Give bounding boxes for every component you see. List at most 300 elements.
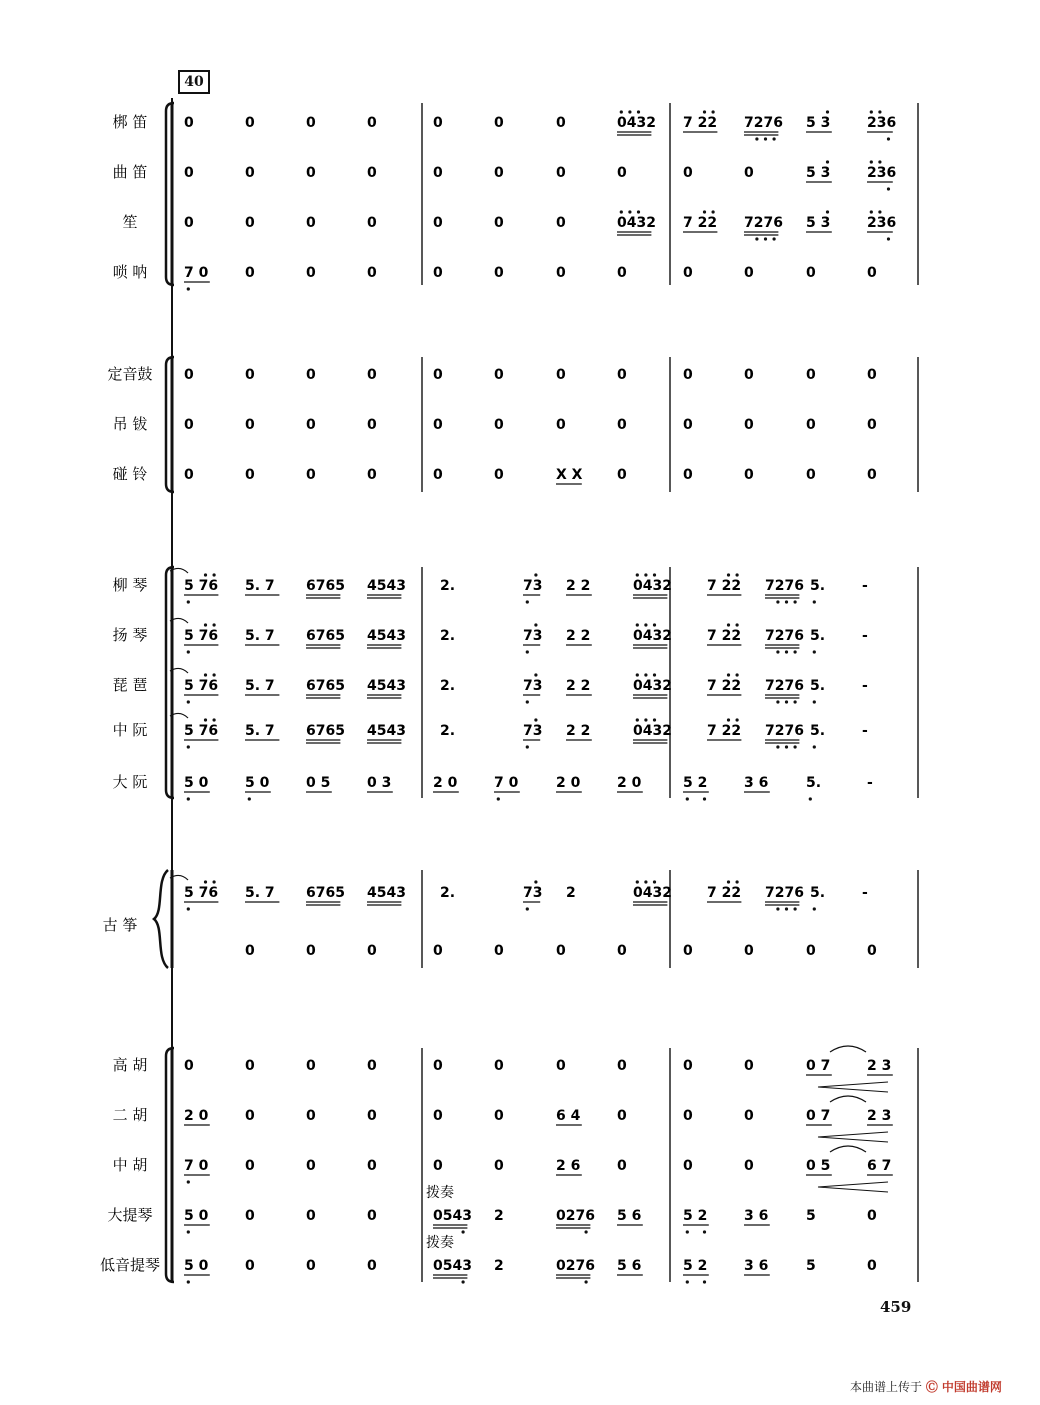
note-cell: 0 <box>367 265 377 281</box>
note-cell: 0 <box>367 417 377 433</box>
octave-dot <box>878 210 881 213</box>
octave-dot <box>636 573 639 576</box>
note-cell: 0 <box>867 943 877 959</box>
octave-dot <box>636 623 639 626</box>
note-cell: 6 7 <box>867 1158 892 1174</box>
note-cell: 0 <box>556 1058 566 1074</box>
note-cell: 0 <box>245 265 255 281</box>
octave-dot <box>712 210 715 213</box>
octave-dot <box>462 1280 465 1283</box>
octave-dot <box>644 718 647 721</box>
note-cell: 5 3 <box>806 165 831 181</box>
note-cell: 0 <box>683 467 693 483</box>
note-cell: 0 <box>245 215 255 231</box>
note-cell: 5. <box>810 628 826 644</box>
note-cell: - <box>867 775 873 791</box>
note-cell: 0 <box>556 367 566 383</box>
octave-dot <box>620 210 623 213</box>
octave-dot <box>736 880 739 883</box>
staff-label: 大 阮 <box>112 773 148 791</box>
note-cell: 73 <box>523 578 543 594</box>
note-cell: 7 22 <box>683 115 718 131</box>
note-cell: 7276 <box>765 885 804 901</box>
note-cell: 0 <box>617 417 627 433</box>
note-cell: 0 <box>744 367 754 383</box>
note-cell: 0 7 <box>806 1108 831 1124</box>
slur-arc <box>830 1146 866 1152</box>
octave-dot <box>785 745 788 748</box>
staff-label: 中 阮 <box>112 721 148 739</box>
octave-dot <box>653 880 656 883</box>
note-cell: 7276 <box>765 628 804 644</box>
note-cell: 0432 <box>633 678 672 694</box>
technique-annotation: 拨奏 <box>426 1185 454 1201</box>
note-cell: 5 2 <box>683 1258 708 1274</box>
footer-brand: 中国曲谱网 <box>941 1380 1002 1394</box>
note-cell: 5 <box>806 1258 816 1274</box>
note-cell: 0 <box>494 265 504 281</box>
note-cell: 0 <box>806 265 816 281</box>
note-cell: 0 <box>367 467 377 483</box>
note-cell: 7 22 <box>707 578 742 594</box>
octave-dot <box>686 1230 689 1233</box>
note-cell: 3 6 <box>744 775 769 791</box>
octave-dot <box>794 600 797 603</box>
note-cell: 5 2 <box>683 775 708 791</box>
note-cell: 0543 <box>433 1208 472 1224</box>
octave-dot <box>204 718 207 721</box>
note-cell: 0 <box>617 367 627 383</box>
note-cell: 0 <box>245 367 255 383</box>
note-cell: 0 5 <box>806 1158 831 1174</box>
staff-label: 扬 琴 <box>112 626 148 644</box>
note-cell: 73 <box>523 678 543 694</box>
note-cell: 0 <box>184 1058 194 1074</box>
octave-dot <box>727 880 730 883</box>
staff-label: 笙 <box>122 213 138 231</box>
note-cell: 6765 <box>306 885 345 901</box>
staff-label: 低音提琴 <box>99 1256 161 1274</box>
note-cell: 0 <box>494 215 504 231</box>
octave-dot <box>727 673 730 676</box>
octave-dot <box>187 1180 190 1183</box>
note-cell: 0 <box>245 467 255 483</box>
note-cell: 0 <box>867 1208 877 1224</box>
staff-label: 中 胡 <box>112 1156 148 1174</box>
note-cell: - <box>862 723 868 739</box>
note-cell: 0 <box>306 215 316 231</box>
slur-arc <box>830 1096 866 1102</box>
octave-dot <box>736 718 739 721</box>
note-cell: 0 <box>433 115 443 131</box>
octave-dot <box>187 745 190 748</box>
note-cell: X X <box>556 467 583 483</box>
note-cell: 0 <box>245 943 255 959</box>
note-cell: 0 <box>433 417 443 433</box>
note-cell: 5. <box>810 678 826 694</box>
note-cell: 7276 <box>765 678 804 694</box>
octave-dot <box>213 623 216 626</box>
note-cell: 0 <box>617 1058 627 1074</box>
note-cell: 0 <box>867 417 877 433</box>
note-cell: 0 3 <box>367 775 392 791</box>
note-cell: 0 <box>306 1058 316 1074</box>
note-cell: 5 3 <box>806 115 831 131</box>
octave-dot <box>187 287 190 290</box>
octave-dot <box>785 700 788 703</box>
staff-label: 高 胡 <box>112 1056 148 1074</box>
octave-dot <box>826 110 829 113</box>
note-cell: 5. <box>810 578 826 594</box>
note-cell: 0 <box>184 467 194 483</box>
note-cell: 5 3 <box>806 215 831 231</box>
note-cell: 0 <box>617 467 627 483</box>
staff-label: 二 胡 <box>112 1106 148 1124</box>
note-cell: 0 <box>245 1108 255 1124</box>
octave-dot <box>644 880 647 883</box>
note-cell: 0 <box>367 1108 377 1124</box>
note-cell: 7276 <box>765 723 804 739</box>
note-cell: 0 <box>433 467 443 483</box>
octave-dot <box>776 600 779 603</box>
octave-dot <box>887 237 890 240</box>
note-cell: 0 <box>245 417 255 433</box>
staff-label: 琵 琶 <box>112 676 148 694</box>
note-cell: 5. 7 <box>245 885 275 901</box>
note-cell: 0 <box>744 1108 754 1124</box>
octave-dot <box>776 745 779 748</box>
note-cell: 2 2 <box>566 578 591 594</box>
note-cell: 5 6 <box>617 1258 642 1274</box>
octave-dot <box>764 237 767 240</box>
note-cell: 0 <box>683 265 693 281</box>
octave-dot <box>585 1230 588 1233</box>
note-cell: 0 <box>306 417 316 433</box>
note-cell: 2 <box>494 1208 504 1224</box>
note-cell: 5. 7 <box>245 723 275 739</box>
note-cell: 0 <box>494 115 504 131</box>
note-cell: 0 <box>306 1258 316 1274</box>
note-cell: 73 <box>523 723 543 739</box>
note-cell: 0 <box>744 265 754 281</box>
note-cell: 6765 <box>306 628 345 644</box>
note-cell: 0 <box>617 265 627 281</box>
note-cell: 0 <box>367 1158 377 1174</box>
octave-dot <box>794 700 797 703</box>
note-cell: 0 <box>556 165 566 181</box>
note-cell: 236 <box>867 115 897 131</box>
octave-dot <box>187 700 190 703</box>
note-cell: - <box>862 885 868 901</box>
octave-dot <box>620 110 623 113</box>
staff-label: 古 筝 <box>102 916 138 934</box>
note-cell: 0 <box>433 1058 443 1074</box>
octave-dot <box>653 673 656 676</box>
note-cell: 0 <box>367 215 377 231</box>
note-cell: 0 <box>433 1158 443 1174</box>
note-cell: 5 76 <box>184 885 219 901</box>
octave-dot <box>213 880 216 883</box>
note-cell: 0 <box>367 1258 377 1274</box>
octave-dot <box>703 1230 706 1233</box>
note-cell: 0 <box>494 467 504 483</box>
octave-dot <box>785 600 788 603</box>
note-cell: 0 <box>867 1258 877 1274</box>
octave-dot <box>809 797 812 800</box>
octave-dot <box>636 673 639 676</box>
note-cell: 0432 <box>617 115 656 131</box>
note-cell: 0 <box>306 367 316 383</box>
note-cell: 7 0 <box>494 775 519 791</box>
octave-dot <box>703 1280 706 1283</box>
note-cell: 0 <box>744 467 754 483</box>
note-cell: 236 <box>867 215 897 231</box>
octave-dot <box>813 600 816 603</box>
octave-dot <box>826 210 829 213</box>
page-number: 459 <box>880 1298 912 1316</box>
note-cell: 0 <box>744 165 754 181</box>
note-cell: 0 <box>433 367 443 383</box>
note-cell: 0 <box>556 115 566 131</box>
note-cell: 4543 <box>367 885 406 901</box>
octave-dot <box>497 797 500 800</box>
note-cell: 0 <box>556 417 566 433</box>
octave-dot <box>534 880 537 883</box>
note-cell: 2 2 <box>566 678 591 694</box>
octave-dot <box>526 745 529 748</box>
note-cell: 0 <box>617 1108 627 1124</box>
note-cell: 0 <box>683 367 693 383</box>
note-cell: 0 <box>306 115 316 131</box>
note-cell: 7 22 <box>707 628 742 644</box>
octave-dot <box>204 623 207 626</box>
note-cell: - <box>862 628 868 644</box>
octave-dot <box>736 623 739 626</box>
octave-dot <box>773 237 776 240</box>
note-cell: 2. <box>440 678 456 694</box>
octave-dot <box>644 623 647 626</box>
note-cell: 0 <box>556 215 566 231</box>
octave-dot <box>187 907 190 910</box>
note-cell: 0 <box>367 165 377 181</box>
note-cell: 5. 7 <box>245 578 275 594</box>
octave-dot <box>870 210 873 213</box>
note-cell: 0 <box>494 165 504 181</box>
note-cell: 5. <box>810 885 826 901</box>
footer-credit <box>850 1378 1002 1395</box>
staff-brace <box>154 870 168 968</box>
octave-dot <box>826 160 829 163</box>
note-cell: 0 <box>683 1108 693 1124</box>
octave-dot <box>870 160 873 163</box>
note-cell: 0 7 <box>806 1058 831 1074</box>
note-cell: 73 <box>523 885 543 901</box>
note-cell: 0 <box>806 943 816 959</box>
octave-dot <box>755 237 758 240</box>
note-cell: 0 <box>367 1208 377 1224</box>
note-cell: 2. <box>440 885 456 901</box>
note-cell: 5. <box>806 775 822 791</box>
rehearsal-mark: 40 <box>178 70 210 94</box>
octave-dot <box>213 673 216 676</box>
octave-dot <box>703 797 706 800</box>
note-cell: 0 <box>306 467 316 483</box>
note-cell: 2 3 <box>867 1058 892 1074</box>
note-cell: 7 0 <box>184 265 209 281</box>
note-cell: 0 <box>433 1108 443 1124</box>
octave-dot <box>703 210 706 213</box>
note-cell: - <box>862 578 868 594</box>
octave-dot <box>628 110 631 113</box>
octave-dot <box>653 573 656 576</box>
note-cell: 2 <box>494 1258 504 1274</box>
note-cell: 0 <box>433 165 443 181</box>
staff-label: 碰 铃 <box>112 465 148 483</box>
octave-dot <box>637 110 640 113</box>
staff-label: 柳 琴 <box>112 576 148 594</box>
note-cell: 5 6 <box>617 1208 642 1224</box>
note-cell: 5 76 <box>184 678 219 694</box>
octave-dot <box>712 110 715 113</box>
note-cell: 0 <box>556 265 566 281</box>
octave-dot <box>644 673 647 676</box>
note-cell: 0 <box>683 165 693 181</box>
note-cell: 73 <box>523 628 543 644</box>
note-cell: 0 <box>867 367 877 383</box>
note-cell: 5 76 <box>184 628 219 644</box>
octave-dot <box>870 110 873 113</box>
note-cell: 5 0 <box>184 775 209 791</box>
note-cell: 0 <box>806 417 816 433</box>
octave-dot <box>794 745 797 748</box>
note-cell: 7276 <box>744 115 783 131</box>
note-cell: 5 0 <box>184 1208 209 1224</box>
note-cell: 4543 <box>367 678 406 694</box>
octave-dot <box>794 650 797 653</box>
octave-dot <box>526 650 529 653</box>
crescendo-hairpin <box>818 1182 888 1192</box>
note-cell: 0 <box>306 1108 316 1124</box>
note-cell: 2 6 <box>556 1158 581 1174</box>
octave-dot <box>653 623 656 626</box>
note-cell: 2 2 <box>566 628 591 644</box>
octave-dot <box>727 718 730 721</box>
note-cell: 2 0 <box>184 1108 209 1124</box>
octave-dot <box>887 137 890 140</box>
note-cell: 0 <box>867 265 877 281</box>
staff-label: 大提琴 <box>107 1206 153 1224</box>
note-cell: 2 0 <box>556 775 581 791</box>
note-cell: 0 <box>494 367 504 383</box>
note-cell: 7276 <box>765 578 804 594</box>
octave-dot <box>526 600 529 603</box>
note-cell: 0432 <box>633 885 672 901</box>
crescendo-hairpin <box>818 1082 888 1092</box>
octave-dot <box>187 1230 190 1233</box>
note-cell: 0 <box>306 943 316 959</box>
octave-dot <box>462 1230 465 1233</box>
octave-dot <box>764 137 767 140</box>
octave-dot <box>878 160 881 163</box>
note-cell: 0 5 <box>306 775 331 791</box>
note-cell: 2. <box>440 723 456 739</box>
octave-dot <box>204 880 207 883</box>
note-cell: 7 22 <box>707 723 742 739</box>
note-cell: 5 0 <box>245 775 270 791</box>
octave-dot <box>204 573 207 576</box>
technique-annotation: 拨奏 <box>426 1235 454 1251</box>
staff-label: 梆 笛 <box>112 113 148 131</box>
note-cell: 7 22 <box>707 678 742 694</box>
note-cell: 0 <box>617 943 627 959</box>
octave-dot <box>776 650 779 653</box>
octave-dot <box>636 880 639 883</box>
note-cell: 0 <box>306 265 316 281</box>
note-cell: 3 6 <box>744 1258 769 1274</box>
note-cell: 0 <box>184 165 194 181</box>
note-cell: 0 <box>617 165 627 181</box>
note-cell: 7276 <box>744 215 783 231</box>
note-cell: 0 <box>433 943 443 959</box>
note-cell: 2 <box>566 885 576 901</box>
note-cell: 5 76 <box>184 578 219 594</box>
note-cell: 0 <box>245 1058 255 1074</box>
octave-dot <box>727 623 730 626</box>
octave-dot <box>653 718 656 721</box>
octave-dot <box>187 1280 190 1283</box>
footer-prefix: 本曲谱上传于 <box>850 1380 923 1394</box>
note-cell: 0 <box>367 1058 377 1074</box>
note-cell: 2 0 <box>433 775 458 791</box>
octave-dot <box>204 673 207 676</box>
note-cell: 0 <box>494 1158 504 1174</box>
note-cell: 0 <box>306 165 316 181</box>
note-cell: 0 <box>744 417 754 433</box>
octave-dot <box>644 573 647 576</box>
octave-dot <box>213 718 216 721</box>
note-cell: 0 <box>494 943 504 959</box>
note-cell: 0 <box>184 417 194 433</box>
note-cell: 2. <box>440 578 456 594</box>
note-cell: 0432 <box>633 628 672 644</box>
octave-dot <box>187 600 190 603</box>
note-cell: 0 <box>184 215 194 231</box>
note-cell: 0 <box>683 1058 693 1074</box>
note-cell: 6 4 <box>556 1108 581 1124</box>
note-cell: 0432 <box>617 215 656 231</box>
note-cell: 0 <box>494 1058 504 1074</box>
note-cell: 0 <box>433 265 443 281</box>
note-cell: 5 2 <box>683 1208 708 1224</box>
note-cell: 5 <box>806 1208 816 1224</box>
note-cell: 0 <box>184 367 194 383</box>
note-cell: 3 6 <box>744 1208 769 1224</box>
note-cell: 0276 <box>556 1208 595 1224</box>
crescendo-hairpin <box>818 1132 888 1142</box>
octave-dot <box>776 700 779 703</box>
octave-dot <box>534 573 537 576</box>
octave-dot <box>703 110 706 113</box>
note-cell: 0 <box>683 417 693 433</box>
note-cell: 7 22 <box>683 215 718 231</box>
octave-dot <box>776 907 779 910</box>
note-cell: 0 <box>245 1208 255 1224</box>
note-cell: 0 <box>245 1158 255 1174</box>
note-cell: 5. 7 <box>245 628 275 644</box>
octave-dot <box>534 673 537 676</box>
note-cell: 0 <box>806 467 816 483</box>
note-cell: 0 <box>683 1158 693 1174</box>
